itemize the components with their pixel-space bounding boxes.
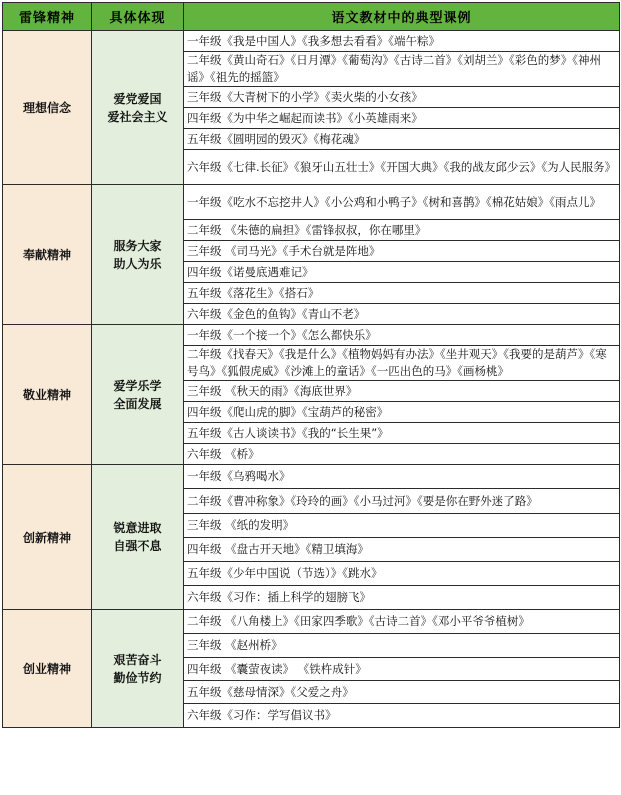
lesson-cell[interactable]: 一年级《我是中国人》《我多想去看看》《端午粽》 <box>184 31 620 52</box>
embodiment-line: 自强不息 <box>113 539 162 553</box>
embodiment-cell[interactable] <box>92 31 184 185</box>
table-row <box>3 31 620 52</box>
lesson-cell[interactable]: 六年级《七律.长征》《狼牙山五壮士》《开国大典》《我的战友邱少云》《为人民服务》 <box>184 150 620 185</box>
embodiment-cell[interactable] <box>92 465 184 610</box>
lesson-cell[interactable]: 二年级 《八角楼上》《田家四季歌》《古诗二首》《邓小平爷爷植树》 <box>184 610 620 634</box>
spirit-cell[interactable]: 创业精神 <box>3 610 92 728</box>
lesson-cell[interactable]: 五年级《古人谈读书》《我的“长生果”》 <box>184 423 620 444</box>
header-embodiment[interactable]: 具体体现 <box>92 3 184 31</box>
lesson-table <box>2 2 620 728</box>
embodiment-line: 助人为乐 <box>113 256 162 271</box>
lesson-cell[interactable]: 四年级《爬山虎的脚》《宝葫芦的秘密》 <box>184 402 620 423</box>
lesson-cell[interactable]: 四年级 《囊萤夜读》 《铁杵成针》 <box>184 658 620 681</box>
embodiment-line: 服务大家 <box>113 238 162 253</box>
header-row <box>3 3 620 31</box>
table-body <box>3 31 620 728</box>
lesson-cell[interactable]: 三年级 《赵州桥》 <box>184 634 620 658</box>
lesson-cell[interactable]: 五年级《落花生》《搭石》 <box>184 283 620 304</box>
embodiment-line: 全面发展 <box>113 396 162 411</box>
table-row <box>3 610 620 634</box>
lesson-cell[interactable]: 六年级 《桥》 <box>184 444 620 465</box>
header-examples[interactable]: 语文教材中的典型课例 <box>184 3 620 31</box>
spirit-cell[interactable]: 奉献精神 <box>3 185 92 325</box>
lesson-cell[interactable]: 三年级《大青树下的小学》《卖火柴的小女孩》 <box>184 87 620 108</box>
lesson-cell[interactable]: 三年级 《纸的发明》 <box>184 514 620 538</box>
spirit-cell[interactable]: 敬业精神 <box>3 325 92 465</box>
lesson-cell[interactable]: 一年级《一个接一个》《怎么都快乐》 <box>184 325 620 346</box>
lesson-cell[interactable]: 一年级《吃水不忘挖井人》《小公鸡和小鸭子》《树和喜鹊》《棉花姑娘》《雨点儿》 <box>184 185 620 220</box>
lesson-cell[interactable]: 二年级《找春天》《我是什么》《植物妈妈有办法》《坐井观天》《我要的是葫芦》《寒号鸟》《狐假虎威》《沙滩上的童话》《一匹出色的马》《画杨桃》 <box>184 346 620 381</box>
embodiment-cell[interactable] <box>92 325 184 465</box>
lesson-cell[interactable]: 五年级《圆明园的毁灭》《梅花魂》 <box>184 129 620 150</box>
table-row <box>3 465 620 489</box>
lesson-cell[interactable]: 二年级《曹冲称象》《玲玲的画》《小马过河》《要是你在野外迷了路》 <box>184 489 620 514</box>
embodiment-line: 锐意进取 <box>113 521 162 535</box>
embodiment-line: 爱社会主义 <box>107 109 168 124</box>
table-row <box>3 185 620 220</box>
lesson-cell[interactable]: 四年级 《盘古开天地》《精卫填海》 <box>184 538 620 562</box>
lesson-cell[interactable]: 五年级《少年中国说（节选）》《跳水》 <box>184 562 620 586</box>
lesson-cell[interactable]: 二年级《黄山奇石》《日月潭》《葡萄沟》《古诗二首》《刘胡兰》《彩色的梦》《神州谣》《祖先的摇篮》 <box>184 52 620 87</box>
embodiment-line: 艰苦奋斗 <box>113 652 162 667</box>
table-row <box>3 325 620 346</box>
spirit-cell[interactable]: 创新精神 <box>3 465 92 610</box>
lesson-cell[interactable]: 六年级《习作：学写倡议书》 <box>184 704 620 728</box>
lesson-cell[interactable]: 四年级《诺曼底遇难记》 <box>184 262 620 283</box>
lesson-cell[interactable]: 二年级 《朱德的扁担》《雷锋叔叔，你在哪里》 <box>184 220 620 241</box>
embodiment-line: 爱学乐学 <box>113 378 162 393</box>
spirit-cell[interactable]: 理想信念 <box>3 31 92 185</box>
embodiment-cell[interactable] <box>92 185 184 325</box>
embodiment-cell[interactable] <box>92 610 184 728</box>
lesson-cell[interactable]: 一年级《乌鸦喝水》 <box>184 465 620 489</box>
lesson-cell[interactable]: 四年级《为中华之崛起而读书》《小英雄雨来》 <box>184 108 620 129</box>
header-spirit[interactable]: 雷锋精神 <box>3 3 92 31</box>
lesson-cell[interactable]: 五年级《慈母情深》《父爱之舟》 <box>184 681 620 704</box>
lesson-cell[interactable]: 六年级《习作：插上科学的翅膀飞》 <box>184 586 620 610</box>
lesson-cell[interactable]: 三年级 《秋天的雨》《海底世界》 <box>184 381 620 402</box>
embodiment-line: 勤俭节约 <box>113 670 162 685</box>
lesson-cell[interactable]: 六年级《金色的鱼钩》《青山不老》 <box>184 304 620 325</box>
embodiment-line: 爱党爱国 <box>113 91 162 106</box>
lesson-cell[interactable]: 三年级 《司马光》《手术台就是阵地》 <box>184 241 620 262</box>
